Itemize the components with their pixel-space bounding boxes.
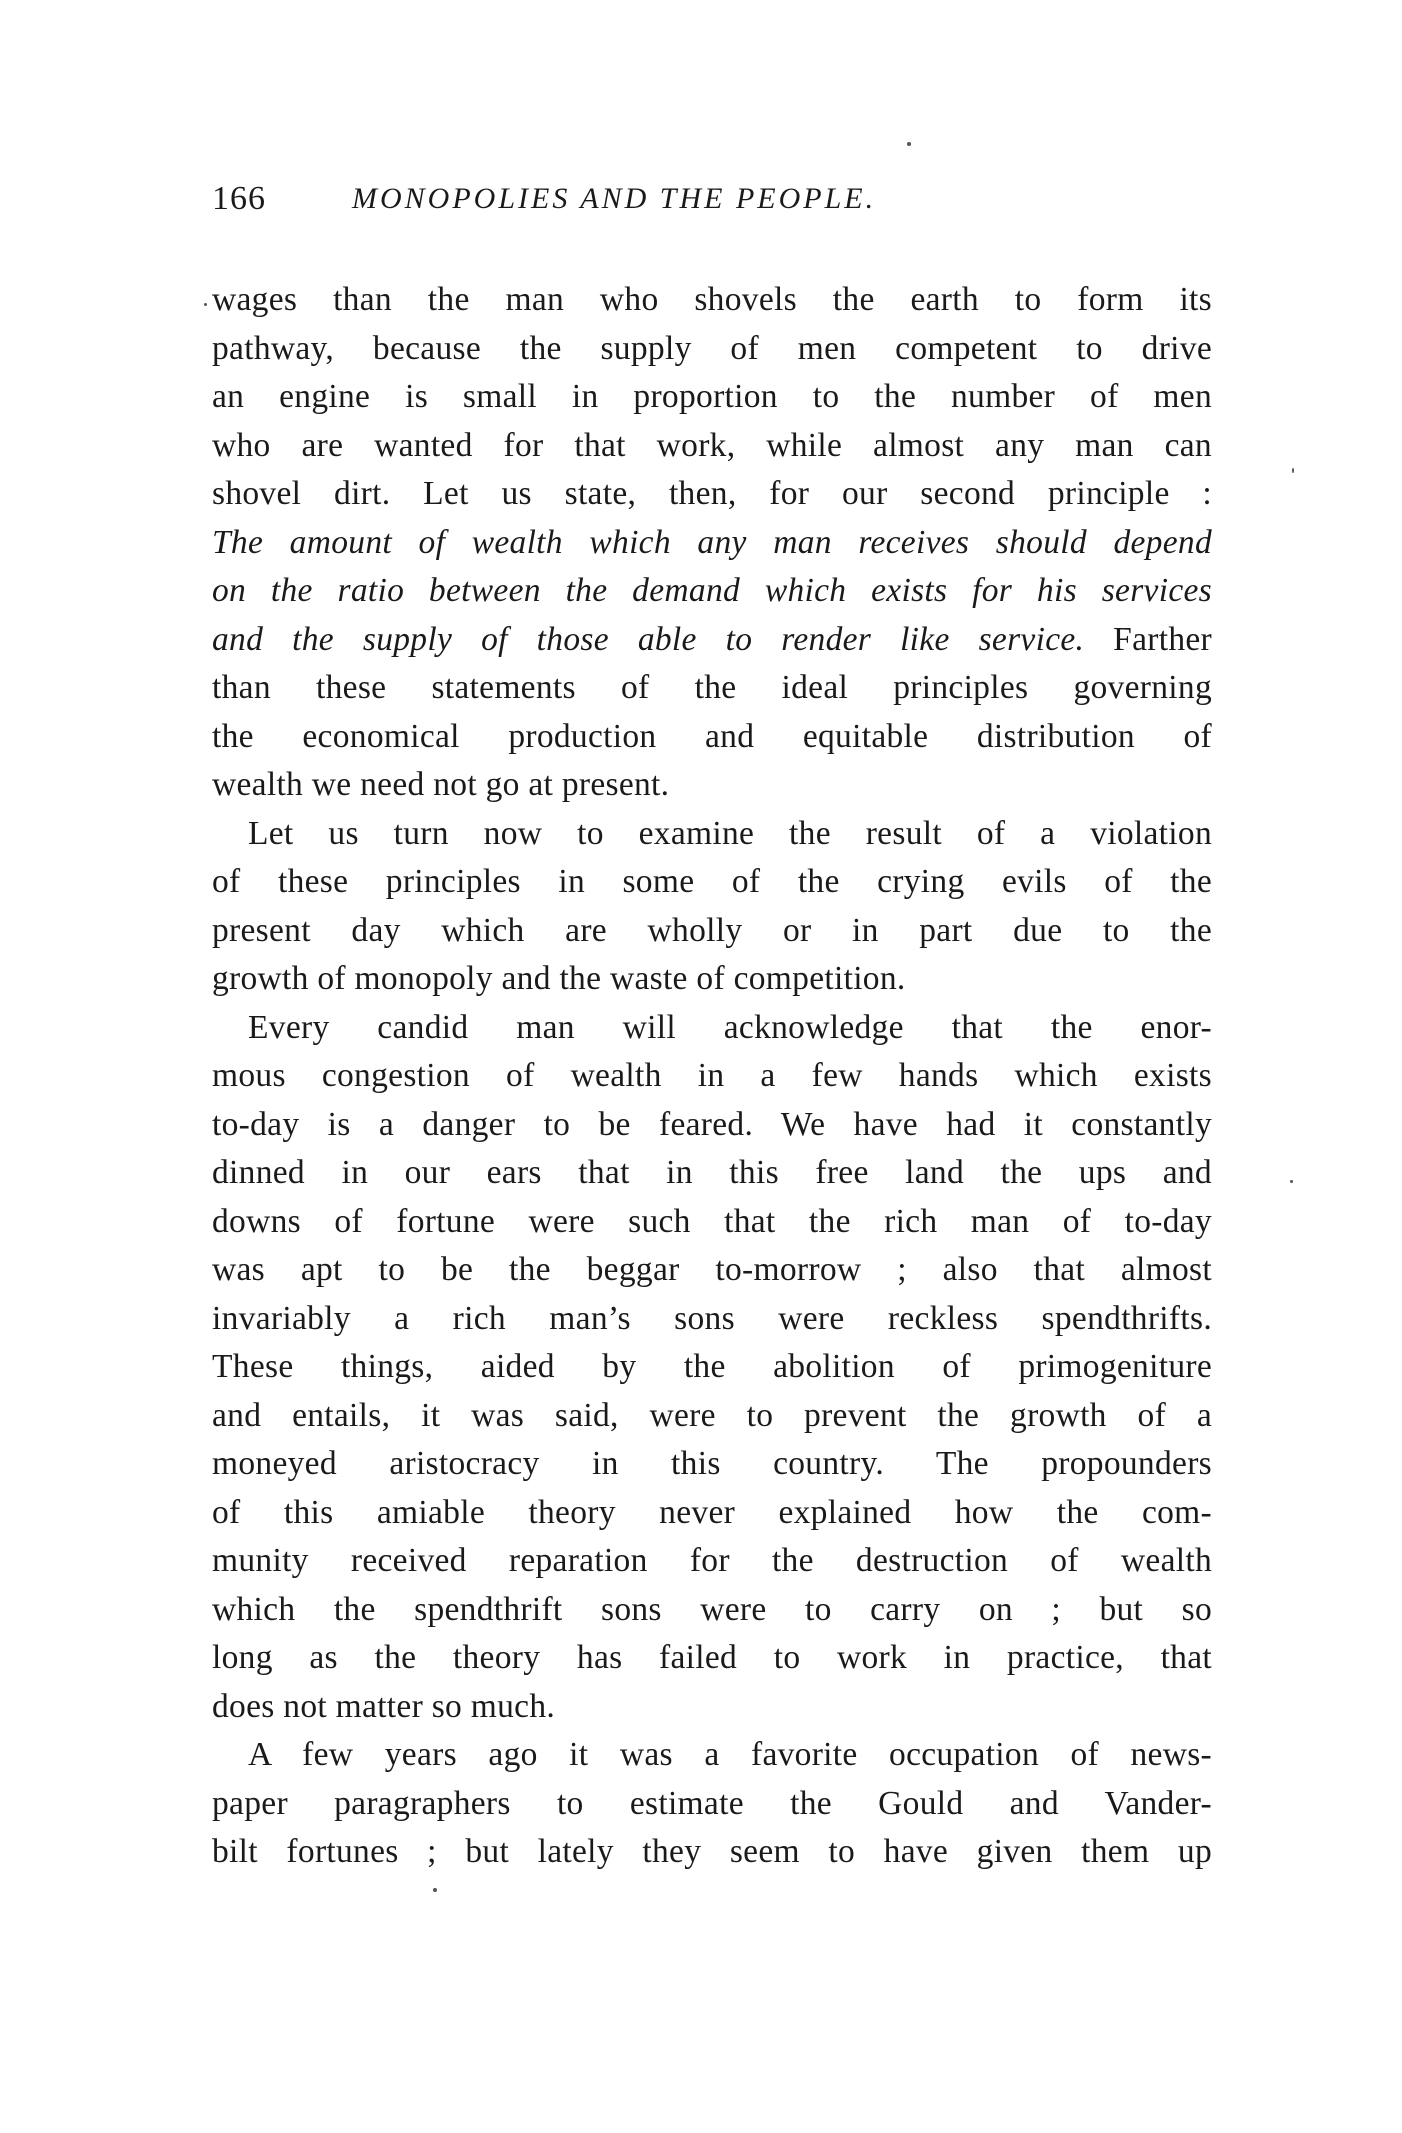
scan-speck: [1290, 1180, 1293, 1183]
text-line: pathway, because the supply of men competent to drive: [212, 329, 1212, 367]
paragraph-start-line: Let us turn now to examine the result of a violation: [248, 814, 1212, 852]
paragraph-end-line: growth of monopoly and the waste of competition.: [212, 960, 906, 997]
text-span: Farther: [1084, 620, 1213, 658]
text-line: which the spendthrift sons were to carry on ; but so: [212, 1590, 1212, 1628]
text-line: was apt to be the beggar to-morrow ; also that almost: [212, 1251, 1212, 1288]
text-line: who are wanted for that work, while almost any man can: [212, 426, 1212, 464]
running-title: MONOPOLIES AND THE PEOPLE.: [352, 182, 877, 215]
italic-principle-line: on the ratio between the demand which exists for his services: [212, 572, 1212, 609]
mixed-line: [212, 616, 1212, 665]
text-line: dinned in our ears that in this free land the ups and: [212, 1154, 1212, 1191]
text-line: These things, aided by the abolition of primogeniture: [212, 1348, 1212, 1385]
text-line: paper paragraphers to estimate the Gould and Vander-: [212, 1784, 1212, 1822]
body-text: [212, 276, 1212, 1877]
text-line: shovel dirt. Let us state, then, for our second principle :: [212, 475, 1212, 512]
italic-principle-line: The amount of wealth which any man receives should depend: [212, 523, 1212, 561]
text-line: present day which are wholly or in part due to the: [212, 911, 1212, 949]
text-line: than these statements of the ideal principles governing: [212, 669, 1212, 706]
text-line: mous congestion of wealth in a few hands which exists: [212, 1057, 1212, 1094]
scan-speck: [204, 303, 207, 306]
page-number: 166: [212, 180, 266, 217]
scan-speck: [433, 1888, 437, 1892]
text-line: the economical production and equitable distribution of: [212, 717, 1212, 755]
text-line: an engine is small in proportion to the number of men: [212, 378, 1212, 415]
paragraph-end-line: wealth we need not go at present.: [212, 766, 670, 803]
text-line: bilt fortunes ; but lately they seem to have given them up: [212, 1833, 1212, 1870]
italic-principle-text: and the supply of those able to render like service.: [212, 620, 1085, 658]
scan-speck: [907, 142, 911, 146]
paragraph-start-line: Every candid man will acknowledge that the enor-: [248, 1008, 1212, 1046]
paragraph-end-line: does not matter so much.: [212, 1687, 556, 1725]
text-line: to-day is a danger to be feared. We have had it constantly: [212, 1105, 1212, 1143]
text-line: of this amiable theory never explained how the com-: [212, 1493, 1212, 1531]
text-line: downs of fortune were such that the rich man of to-day: [212, 1202, 1212, 1240]
scan-speck: [1292, 468, 1294, 473]
text-line: munity received reparation for the destruction of wealth: [212, 1542, 1212, 1579]
text-line: invariably a rich man’s sons were reckless spendthrifts.: [212, 1299, 1212, 1337]
text-line: wages than the man who shovels the earth to form its: [212, 281, 1212, 318]
paragraph-start-line: A few years ago it was a favorite occupation of news-: [248, 1736, 1212, 1773]
text-line: long as the theory has failed to work in practice, that: [212, 1639, 1212, 1676]
text-line: moneyed aristocracy in this country. The propounders: [212, 1445, 1212, 1482]
text-line: of these principles in some of the crying evils of the: [212, 863, 1212, 900]
page-header: [212, 180, 1212, 224]
text-line: and entails, it was said, were to prevent the growth of a: [212, 1396, 1212, 1434]
